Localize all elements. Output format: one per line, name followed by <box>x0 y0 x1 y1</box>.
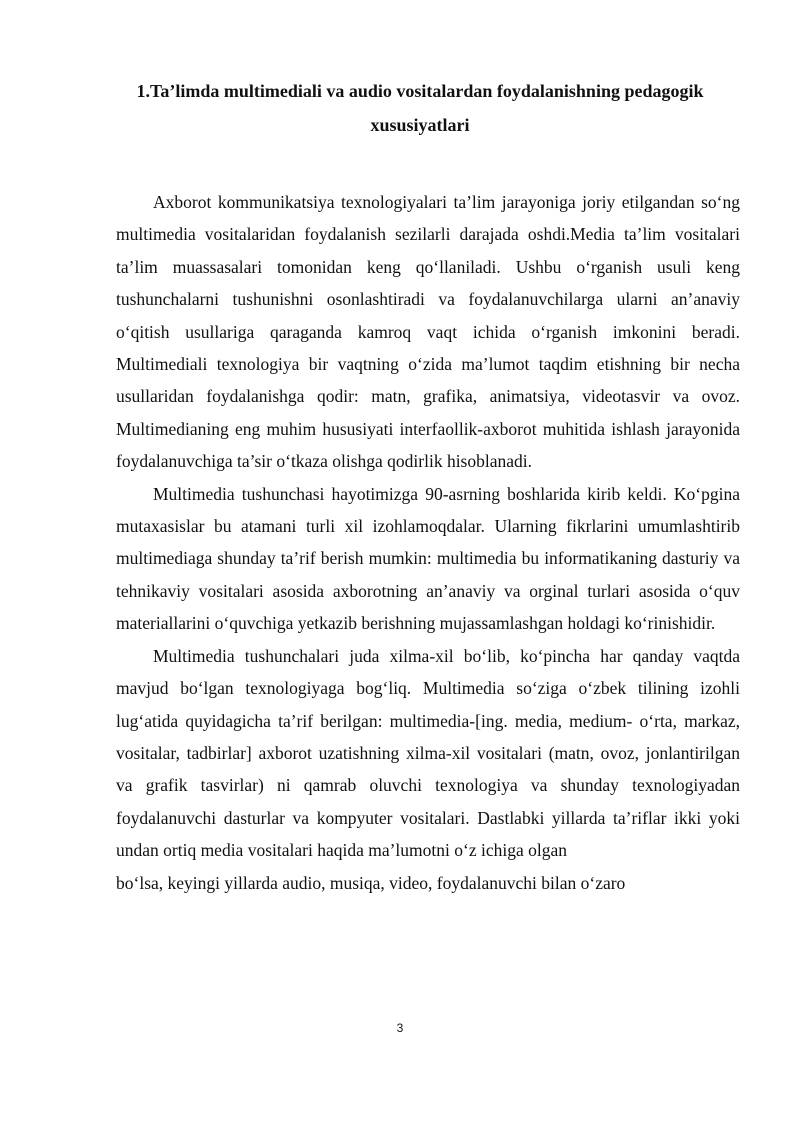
paragraph-3: Multimedia tushunchalari juda xilma-xil bo‘lib, ko‘pincha har qanday vaqtda mavjud bo‘lgan texnologiyaga bog‘liq. Multimedia so‘ziga o‘zbek tilining izohli lug‘atida quyidagicha ta’rif berilgan: multimedia-[ing. media, medium- o‘rta, markaz, vositalar, tadbirlar] axborot uzatishning xilma-xil vositalari (matn, ovoz, jonlantirilgan va grafik tasvirlar) ni qamrab oluvchi texnologiya va shunday texnologiyadan foydalanuvchi dasturlar va kompyuter vositalari. Dastlabki yillarda ta’riflar ikki yoki undan ortiq media vositalari haqida ma’lumotni o‘z ichiga olgan <box>116 645 740 861</box>
page-number: 3 <box>396 1021 404 1035</box>
paragraph-1: Axborot kommunikatsiya texnologiyalari ta’lim jarayoniga joriy etilgandan so‘ng multimedia vositalaridan foydalanish sezilarli darajada oshdi.Media ta’lim vositalari ta’lim muassasalari tomonidan keng qo‘llaniladi. Ushbu o‘rganish usuli keng tushunchalarni tushunishni osonlashtiradi va foydalanuvchilarga ularni an’anaviy o‘qitish usullariga qaraganda kamroq vaqt ichida o‘rganish imkonini beradi. Multimediali texnologiya bir vaqtning o‘zida ma’lumot taqdim etishning bir necha usullaridan foydalanishga qodir: matn, grafika, animatsiya, videotasvir va ovoz. Multimedianing eng muhim hususiyati interfaollik-axborot muhitida ishlash jarayonida foydalanuvchiga ta’sir o‘tkaza olishga qodirlik hisoblanadi. <box>116 192 740 472</box>
paragraph-2: Multimedia tushunchasi hayotimizga 90-asrning boshlarida kirib keldi. Ko‘pgina mutaxasislar bu atamani turli xil izohlamoqdalar. Ularning fikrlarini umumlashtirib multimediaga shunday ta’rif berish mumkin: multimedia bu informatikaning dasturiy va tehnikaviy vositalari asosida axborotning an’anaviy va orginal turlari asosida o‘quv materiallarini o‘quvchiga yetkazib berishning mujassamlashgan holdagi ko‘rinishidir. <box>116 483 740 634</box>
paragraph-continuation: bo‘lsa, keyingi yillarda audio, musiqa, video, foydalanuvchi bilan o‘zaro <box>116 872 626 893</box>
heading-line-2: xususiyatlari <box>370 115 470 135</box>
heading-line-1: 1.Ta’limda multimediali va audio vositalardan foydalanishning pedagogik <box>136 81 704 101</box>
document-body <box>116 186 740 899</box>
document-heading <box>100 74 740 142</box>
